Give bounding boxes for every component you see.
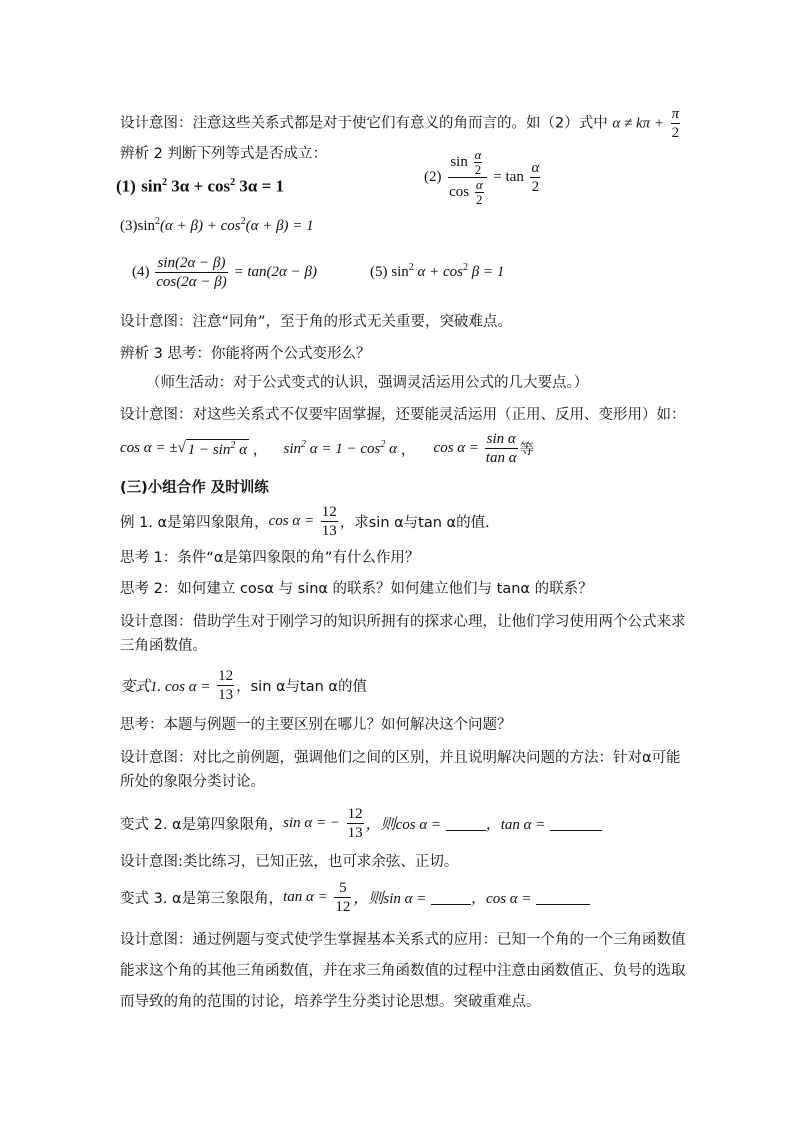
- answer-blank-sin[interactable]: [431, 890, 471, 905]
- equation-2: (2) sin $\frac{\alpha}{2}$ cos $\frac{\alpha}{2}$ = tan $\frac{\alpha}{2}$: [424, 147, 540, 207]
- angle-condition: α ≠ kπ +: [612, 115, 664, 132]
- analysis-2-heading: 辨析 2 判断下列等式是否成立：: [120, 146, 327, 162]
- pi-over-2-fraction: $\frac{\pi}{2}$: [671, 106, 680, 141]
- analysis-3-heading: 辨析 3 思考：你能将两个公式变形么？: [120, 346, 371, 362]
- equation-3: $(3)\sin^2(\alpha + \beta) + \cos^2(\alpha + \beta) = 1$: [120, 216, 314, 234]
- section-heading-group-work: (三)小组合作 及时训练: [120, 480, 269, 496]
- example-1: 例 1. α是第四象限角，cos α = $\frac{12}{13}$ ，求sin α与tan α的值.: [120, 504, 490, 539]
- design-intent-6: 设计意图:类比练习，已知正弦，也可求余弦、正切。: [120, 854, 459, 870]
- eq2-main-fraction: sin $\frac{\alpha}{2}$ cos $\frac{\alpha}{2}$: [448, 148, 487, 207]
- variant-2: 变式 2. α是第四象限角，sin α = − $\frac{12}{13}$ ，则cos α = ，tan α =: [120, 805, 602, 842]
- thinking-3: 思考：本题与例题一的主要区别在哪儿？如何解决这个问题？: [120, 717, 512, 733]
- equation-5: (5) $\sin^2 \alpha + \cos^2 \beta = 1$: [370, 262, 505, 280]
- design-intent-2: 设计意图：注意“同角”，至于角的形式无关重要，突破难点。: [120, 314, 513, 330]
- design-intent-7: 设计意图：通过例题与变式使学生掌握基本关系式的应用：已知一个角的一个三角函数值能求这个角的其他三角函数值，并在求三角函数值的过程中注意由函数值正、负号的选取而导致的角的范围的讨论，培养学生分类讨论思想。突破重难点。: [120, 932, 686, 1010]
- design-intent-1-text: 设计意图：注意这些关系式都是对于使它们有意义的角而言的。如（2）式中: [120, 115, 608, 132]
- answer-blank-cos[interactable]: [446, 816, 486, 831]
- answer-blank-cos-2[interactable]: [536, 890, 590, 905]
- design-intent-3: 设计意图：对这些关系式不仅要牢固掌握，还要能灵活运用（正用、反用、变形用）如：: [120, 407, 686, 423]
- teacher-student-activity: （师生活动：对于公式变式的认识，强调灵活运用公式的几大要点。）: [146, 375, 589, 391]
- thinking-2: 思考 2：如何建立 cosα 与 sinα 的联系？如何建立他们与 tanα 的联系？: [120, 581, 593, 597]
- variant-1: 变式1. cos α = $\frac{12}{13}$ ，sin α与tan α的值: [120, 668, 367, 703]
- thinking-1: 思考 1：条件“α是第四象限的角”有什么作用？: [120, 550, 420, 566]
- variant-3: 变式 3. α是第三象限角，tan α = $\frac{5}{12}$ ，则sin α = ，cos α =: [120, 879, 590, 916]
- design-intent-1: [120, 105, 694, 142]
- design-intent-4: 设计意图：借助学生对于刚学习的知识所拥有的探求心理，让他们学习使用两个公式来求三角函数值。: [120, 614, 686, 654]
- answer-blank-tan[interactable]: [550, 816, 602, 831]
- design-intent-5: 设计意图：对比之前例题，强调他们之间的区别，并且说明解决问题的方法：针对α可能所处的象限分类讨论。: [120, 750, 681, 790]
- formula-variants: cos α = ±√ $1 - \sin^2 \alpha$ ， $\sin^2 \alpha = 1 - \cos^2 \alpha$ ， cos α = $\frac{\text{sin α}}{\text{tan α}}$ 等: [120, 431, 535, 466]
- equation-4: (4) $\frac{\sin(2\alpha - \beta)}{\cos(2\alpha - \beta)}$ = tan(2α − β): [132, 255, 317, 290]
- equation-1: (1) $\sin^2 3\alpha + \cos^2 3\alpha = 1$: [116, 176, 285, 196]
